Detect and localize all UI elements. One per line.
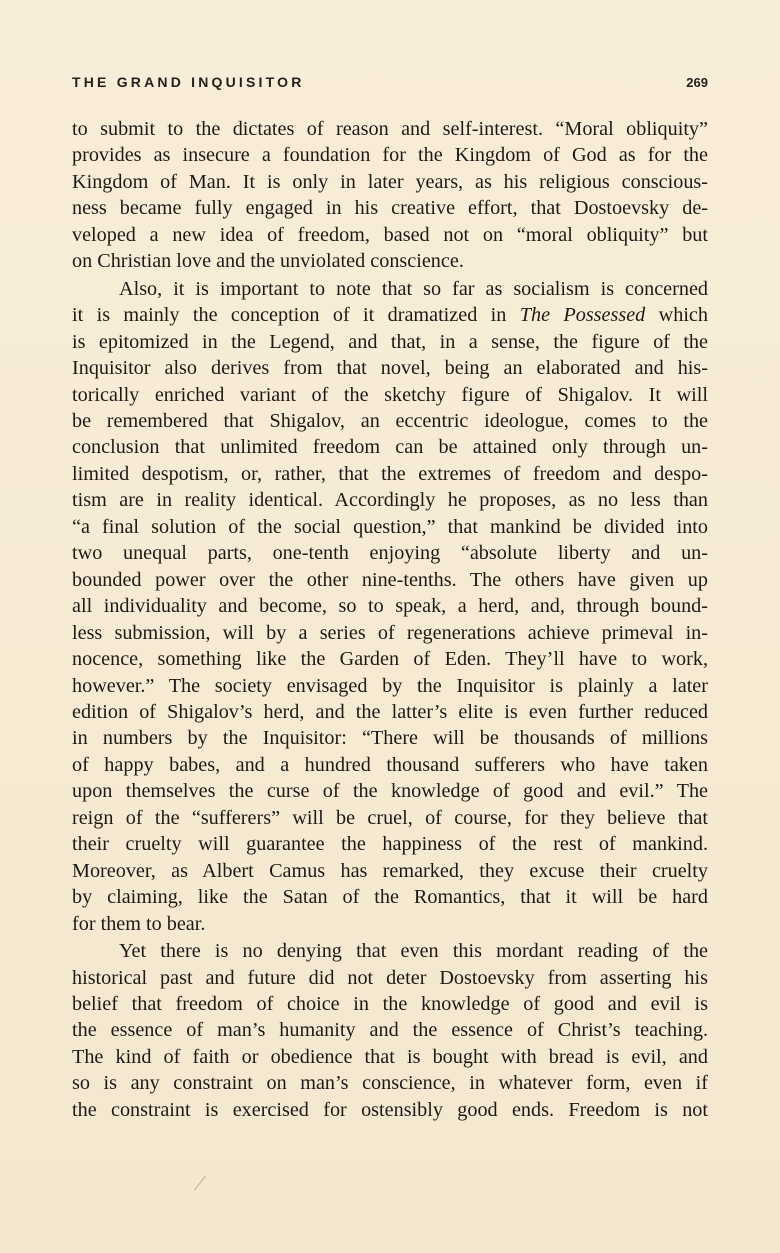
text-line: torically enriched variant of the sketchy figure of Shigalov. It will xyxy=(72,383,708,406)
text-line: nocence, something like the Garden of Eden. They’ll have to work, xyxy=(72,648,708,671)
page-number: 269 xyxy=(686,75,708,90)
text-line: provides as insecure a foundation for the Kingdom of God as for the xyxy=(72,144,708,167)
text-line: Yet there is no denying that even this mordant reading of the xyxy=(119,940,708,963)
text-line: conclusion that unlimited freedom can be attained only through un- xyxy=(72,436,708,459)
text-line: the essence of man’s humanity and the essence of Christ’s teaching. xyxy=(72,1019,708,1042)
text-line: upon themselves the curse of the knowledge of good and evil.” The xyxy=(72,780,708,803)
paragraph xyxy=(72,116,708,275)
text-line: two unequal parts, one-tenth enjoying “absolute liberty and un- xyxy=(72,542,708,565)
text-line: edition of Shigalov’s herd, and the latter’s elite is even further reduced xyxy=(72,700,708,723)
text-line: historical past and future did not deter Dostoevsky from asserting his xyxy=(72,966,708,989)
text-line: by claiming, like the Satan of the Romantics, that it will be hard xyxy=(72,886,708,909)
text-line: Also, it is important to note that so far as socialism is concerned xyxy=(119,277,708,300)
text-line: their cruelty will guarantee the happiness of the rest of mankind. xyxy=(72,833,708,856)
text-line: less submission, will by a series of regenerations achieve primeval in- xyxy=(72,621,708,644)
text-line: belief that freedom of choice in the knowledge of good and evil is xyxy=(72,992,708,1015)
text-line: for them to bear. xyxy=(72,912,206,935)
text-line: however.” The society envisaged by the Inquisitor is plainly a later xyxy=(72,674,708,697)
text-line: The kind of faith or obedience that is bought with bread is evil, and xyxy=(72,1045,708,1068)
text-line: veloped a new idea of freedom, based not on “moral obliquity” but xyxy=(72,223,708,246)
text-line: to submit to the dictates of reason and self-interest. “Moral obliquity” xyxy=(72,118,708,140)
text-line: so is any constraint on man’s conscience, in whatever form, even if xyxy=(72,1072,708,1095)
text-line: it is mainly the conception of it dramatized in The Possessed which xyxy=(72,304,708,327)
text-line: reign of the “sufferers” will be cruel, of course, for they believe that xyxy=(72,806,708,829)
text-line: is epitomized in the Legend, and that, in a sense, the figure of the xyxy=(72,330,708,353)
running-head xyxy=(72,74,708,98)
text-line: in numbers by the Inquisitor: “There will be thousands of millions xyxy=(72,727,708,750)
text-line: limited despotism, or, rather, that the extremes of freedom and despo- xyxy=(72,462,708,485)
text-line: Kingdom of Man. It is only in later years, as his religious conscious- xyxy=(72,170,708,193)
text-line: “a final solution of the social question,” that mankind be divided into xyxy=(72,515,708,538)
text-line: ness became fully engaged in his creative effort, that Dostoevsky de- xyxy=(72,197,708,220)
text-line: be remembered that Shigalov, an eccentric ideologue, comes to the xyxy=(72,409,708,432)
paragraph xyxy=(72,276,708,937)
text-line: of happy babes, and a hundred thousand sufferers who have taken xyxy=(72,753,708,776)
paragraph xyxy=(72,938,708,1123)
text-line: Moreover, as Albert Camus has remarked, they excuse their cruelty xyxy=(72,859,708,882)
text-line: on Christian love and the unviolated conscience. xyxy=(72,250,464,273)
text-line: tism are in reality identical. Accordingly he proposes, as no less than xyxy=(72,489,708,512)
body-text xyxy=(72,116,708,1123)
page-mark xyxy=(194,1176,215,1198)
text-line: all individuality and become, so to speak, a herd, and, through bound- xyxy=(72,595,708,618)
running-title: THE GRAND INQUISITOR xyxy=(72,74,305,90)
text-line: the constraint is exercised for ostensibly good ends. Freedom is not xyxy=(72,1098,708,1121)
text-line: Inquisitor also derives from that novel, being an elaborated and his- xyxy=(72,357,708,380)
text-line: bounded power over the other nine-tenths. The others have given up xyxy=(72,568,708,591)
